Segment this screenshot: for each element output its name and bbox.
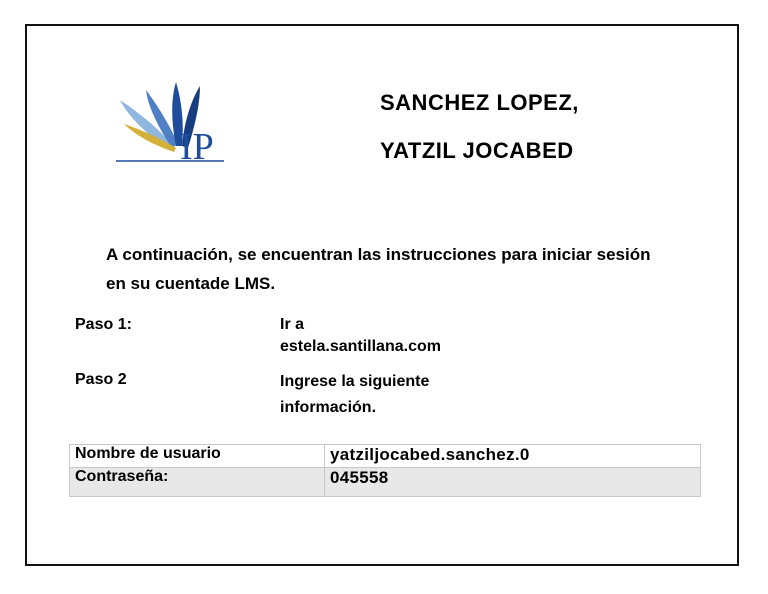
student-name-line2: YATZIL JOCABED [380,138,574,163]
logo-text: IP [180,126,214,166]
password-label: Contraseña: [70,468,325,497]
step-1-text [280,314,510,358]
step-1-url: estela.santillana.com [280,338,441,355]
step-2-line1: Ingrese la siguiente [280,373,430,390]
step-1-label: Paso 1: [75,316,132,333]
school-logo-icon [112,68,226,166]
intro-text: A continuación, se encuentran las instrucciones para iniciar sesión en su cuentade LMS. [106,245,651,293]
step-2-line2: información. [280,399,377,416]
username-label: Nombre de usuario [70,445,325,468]
credentials-table [69,444,701,497]
step-2-text [280,369,510,421]
step-1-line1: Ir a [280,316,305,333]
password-value: 045558 [325,468,701,497]
student-name-line1: SANCHEZ LOPEZ, [380,90,579,115]
table-row [70,468,701,497]
step-2-label: Paso 2 [75,371,127,388]
username-value: yatziljocabed.sanchez.0 [325,445,701,468]
table-row [70,445,701,468]
